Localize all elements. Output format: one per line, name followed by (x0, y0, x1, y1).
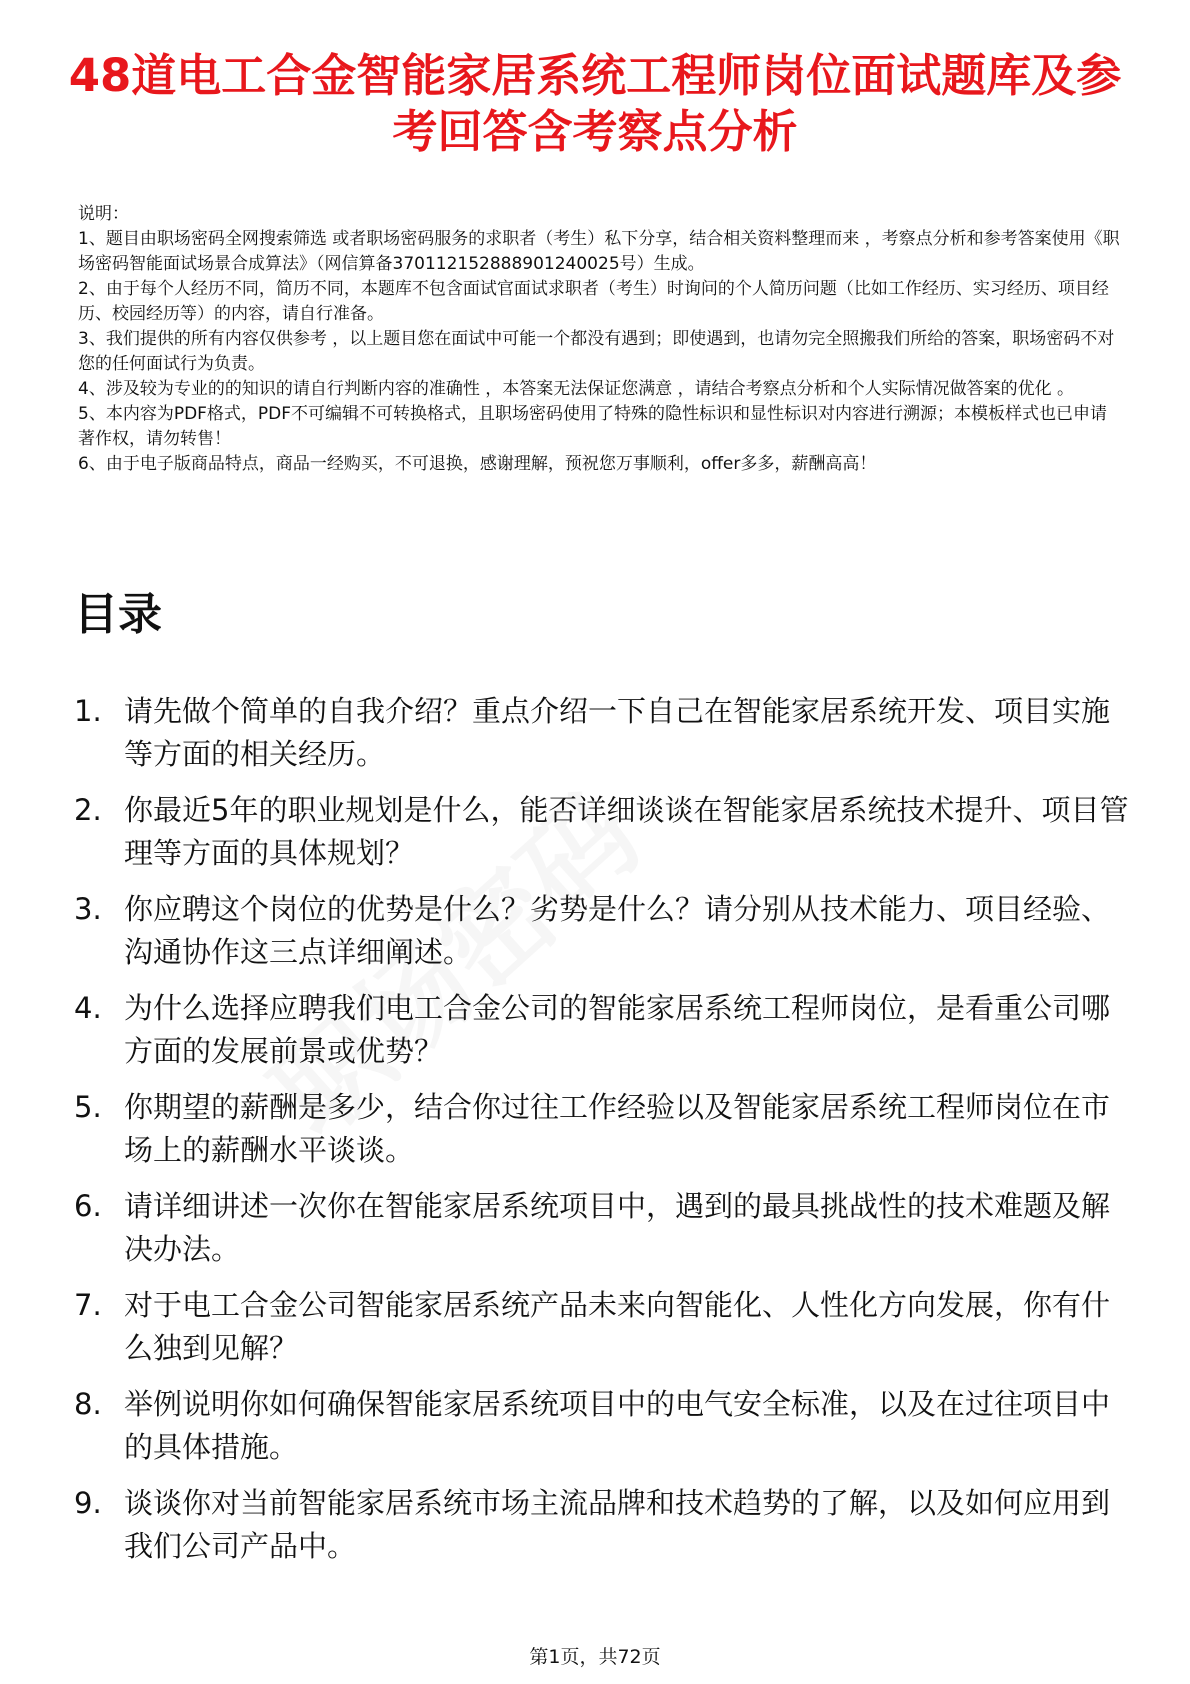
toc-list (74, 690, 1134, 1581)
toc-item[interactable] (74, 690, 1134, 776)
toc-item-number: 9. (74, 1486, 102, 1520)
notes-item: 2、由于每个人经历不同，简历不同，本题库不包含面试官面试求职者（考生）时询问的个人简历问题（比如工作经历、实习经历、项目经历、校园经历等）的内容，请自行准备。 (78, 279, 1109, 324)
toc-item-number: 7. (74, 1288, 102, 1322)
toc-item-text: 请详细讲述一次你在智能家居系统项目中，遇到的最具挑战性的技术难题及解决办法。 (124, 1189, 1111, 1266)
page-footer: 第1页，共72页 (529, 1646, 661, 1668)
toc-item[interactable] (74, 1383, 1134, 1469)
toc-item-number: 8. (74, 1387, 102, 1421)
notes-section (78, 202, 1123, 477)
toc-item[interactable] (74, 1086, 1134, 1172)
notes-item: 6、由于电子版商品特点，商品一经购买，不可退换，感谢理解，预祝您万事顺利，offer多多，薪酬高高！ (78, 454, 877, 474)
toc-item-text: 你最近5年的职业规划是什么，能否详细谈谈在智能家居系统技术提升、项目管理等方面的具体规划？ (124, 793, 1129, 870)
toc-item[interactable] (74, 1185, 1134, 1271)
notes-item: 1、题目由职场密码全网搜索筛选 或者职场密码服务的求职者（考生）私下分享，结合相关资料整理而来 ，考察点分析和参考答案使用《职场密码智能面试场景合成算法》（网信算备370112152888901240025号）生成。 (78, 229, 1120, 274)
toc-item[interactable] (74, 1284, 1134, 1370)
toc-item-number: 5. (74, 1090, 102, 1124)
toc-item-text: 为什么选择应聘我们电工合金公司的智能家居系统工程师岗位，是看重公司哪方面的发展前景或优势？ (124, 991, 1111, 1068)
notes-heading: 说明： (78, 204, 129, 224)
notes-item: 3、我们提供的所有内容仅供参考 ，以上题目您在面试中可能一个都没有遇到；即使遇到，也请勿完全照搬我们所给的答案，职场密码不对您的任何面试行为负责。 (78, 329, 1115, 374)
toc-item-number: 4. (74, 991, 102, 1025)
toc-heading: 目录 (74, 589, 162, 640)
toc-item-text: 谈谈你对当前智能家居系统市场主流品牌和技术趋势的了解，以及如何应用到我们公司产品中。 (124, 1486, 1111, 1563)
toc-item-text: 举例说明你如何确保智能家居系统项目中的电气安全标准，以及在过往项目中的具体措施。 (124, 1387, 1111, 1464)
notes-item: 5、本内容为PDF格式，PDF不可编辑不可转换格式，且职场密码使用了特殊的隐性标识和显性标识对内容进行溯源；本模板样式也已申请著作权，请勿转售！ (78, 404, 1108, 449)
toc-item-text: 请先做个简单的自我介绍？重点介绍一下自己在智能家居系统开发、项目实施等方面的相关经历。 (124, 694, 1111, 771)
toc-item-number: 3. (74, 892, 102, 926)
notes-item: 4、涉及较为专业的的知识的请自行判断内容的准确性 ，本答案无法保证您满意 ，请结合考察点分析和个人实际情况做答案的优化 。 (78, 379, 1075, 399)
toc-item-number: 1. (74, 694, 102, 728)
toc-item[interactable] (74, 1482, 1134, 1568)
toc-item-number: 2. (74, 793, 102, 827)
toc-item-number: 6. (74, 1189, 102, 1223)
page-title: 48道电工合金智能家居系统工程师岗位面试题库及参考回答含考察点分析 (68, 49, 1122, 158)
toc-item[interactable] (74, 987, 1134, 1073)
toc-item-text: 对于电工合金公司智能家居系统产品未来向智能化、人性化方向发展，你有什么独到见解？ (124, 1288, 1111, 1365)
toc-item[interactable] (74, 789, 1134, 875)
toc-item-text: 你应聘这个岗位的优势是什么？劣势是什么？请分别从技术能力、项目经验、沟通协作这三点详细阐述。 (124, 892, 1111, 969)
toc-item[interactable] (74, 888, 1134, 974)
toc-item-text: 你期望的薪酬是多少，结合你过往工作经验以及智能家居系统工程师岗位在市场上的薪酬水平谈谈。 (124, 1090, 1111, 1167)
